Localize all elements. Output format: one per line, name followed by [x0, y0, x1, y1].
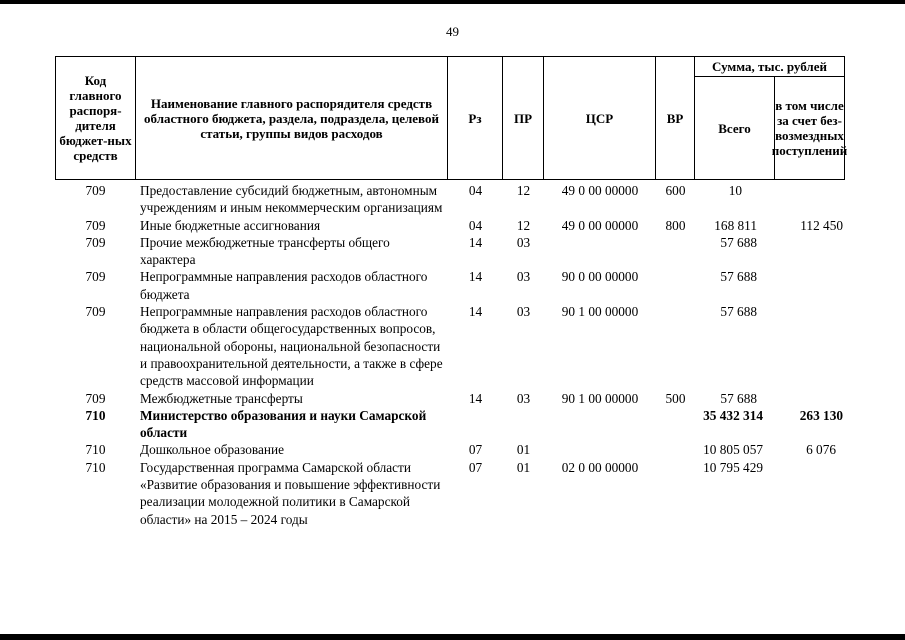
header-sum: Сумма, тыс. рублей: [694, 56, 845, 77]
cell-gratuitous: [775, 234, 845, 269]
header-code: Код главного распоря-дителя бюджет-ных средств: [55, 56, 136, 180]
cell-csr: [544, 407, 656, 442]
header-rz: Рз: [447, 56, 503, 180]
cell-name: Предоставление субсидий бюджетным, автономным учреждениям и иным некоммерческим организациям: [140, 183, 443, 216]
cell-pr: 01: [516, 459, 531, 475]
cell-pr: 12: [516, 217, 531, 233]
header-total: Всего: [694, 76, 775, 180]
cell-gratuitous: [775, 459, 845, 528]
cell-name: Министерство образования и науки Самарской области: [140, 407, 427, 441]
table-row: [55, 217, 845, 234]
cell-gratuitous: 263 130: [799, 407, 843, 423]
cell-csr: 02 0 00 00000: [561, 459, 639, 475]
bottom-rule: [0, 634, 905, 640]
cell-csr: 49 0 00 00000: [561, 217, 639, 233]
header-csr: ЦСР: [543, 56, 656, 180]
cell-pr: [503, 407, 544, 442]
cell-rz: 14: [468, 269, 483, 285]
cell-gratuitous: [775, 268, 845, 303]
cell-csr: [544, 234, 656, 269]
cell-rz: [448, 407, 503, 442]
cell-name: Дошкольное образование: [140, 442, 284, 458]
table-row: [55, 407, 845, 442]
cell-code: 709: [85, 269, 106, 285]
cell-vr: [656, 303, 695, 389]
cell-gratuitous: [775, 182, 845, 217]
cell-gratuitous: [775, 390, 845, 407]
table-row: [55, 459, 845, 528]
cell-vr: 800: [665, 217, 686, 233]
cell-gratuitous: 6 076: [806, 442, 836, 458]
cell-pr: 01: [516, 442, 531, 458]
cell-code: 709: [85, 304, 106, 320]
header-vr: ВР: [655, 56, 695, 180]
header-name: Наименование главного распорядителя средств областного бюджета, раздела, подраздела, целевой статьи, группы видов расходов: [135, 56, 448, 180]
page-number: 49: [446, 24, 459, 39]
cell-name: Государственная программа Самарской области «Развитие образования и повышение эффективности реализации молодежной политики в Самарской области» на 2015 – 2024 годы: [140, 459, 441, 527]
cell-total: 57 688: [720, 304, 757, 320]
cell-rz: 07: [468, 442, 483, 458]
top-rule: [0, 0, 905, 4]
cell-rz: 14: [468, 304, 483, 320]
table-row: [55, 268, 845, 303]
cell-csr: 90 1 00 00000: [561, 304, 639, 320]
cell-rz: 14: [468, 390, 483, 406]
table-header: [55, 56, 848, 180]
cell-pr: 03: [516, 390, 531, 406]
header-pr: ПР: [502, 56, 544, 180]
cell-pr: 03: [516, 269, 531, 285]
cell-total: 10 805 057: [703, 442, 763, 458]
table-row: [55, 234, 845, 269]
cell-name: Межбюджетные трансферты: [140, 390, 303, 406]
cell-code: 709: [85, 183, 106, 198]
cell-code: 709: [85, 390, 106, 406]
cell-vr: [656, 459, 695, 528]
cell-pr: 03: [516, 234, 531, 250]
cell-csr: 90 1 00 00000: [561, 390, 639, 406]
cell-total: 168 811: [714, 217, 757, 233]
cell-rz: 07: [468, 459, 483, 475]
cell-code: 709: [85, 234, 106, 250]
cell-csr: 90 0 00 00000: [561, 269, 639, 285]
cell-total: 57 688: [720, 234, 757, 250]
cell-name: Иные бюджетные ассигнования: [140, 217, 321, 233]
cell-vr: [656, 407, 695, 442]
cell-code: 709: [85, 217, 106, 233]
table-row: [55, 303, 845, 389]
cell-name: Непрограммные направления расходов областного бюджета в области общегосударственных вопросов, национальной обороны, национальной безопасности и правоохранительной деятельности, а также в сфере средств массовой информации: [140, 304, 443, 389]
cell-total: 57 688: [720, 390, 757, 406]
cell-name: Непрограммные направления расходов областного бюджета: [140, 269, 428, 302]
cell-rz: 04: [468, 217, 483, 233]
cell-gratuitous: [775, 303, 845, 389]
cell-vr: 600: [665, 183, 686, 198]
cell-name: Прочие межбюджетные трансферты общего характера: [140, 234, 390, 268]
cell-code: 710: [85, 407, 106, 423]
cell-code: 710: [85, 442, 106, 458]
cell-vr: [656, 268, 695, 303]
cell-pr: 12: [516, 183, 531, 198]
table-body: [55, 182, 845, 528]
table-row: [55, 441, 845, 458]
cell-code: 710: [85, 459, 106, 475]
cell-total: 10 795 429: [703, 459, 763, 475]
table-row: [55, 390, 845, 407]
cell-total: 57 688: [720, 269, 757, 285]
cell-vr: [656, 441, 695, 458]
cell-vr: [656, 234, 695, 269]
table-row: [55, 182, 845, 217]
cell-csr: [544, 441, 656, 458]
cell-vr: 500: [665, 390, 686, 406]
cell-total: 10: [728, 183, 742, 198]
cell-csr: 49 0 00 00000: [561, 183, 639, 198]
header-gratuitous: в том числе за счет без-возмездных поступлений: [774, 76, 845, 180]
cell-pr: 03: [516, 304, 531, 320]
cell-total: 35 432 314: [703, 407, 763, 423]
cell-rz: 14: [468, 234, 483, 250]
cell-rz: 04: [468, 183, 483, 198]
cell-gratuitous: 112 450: [800, 217, 843, 233]
